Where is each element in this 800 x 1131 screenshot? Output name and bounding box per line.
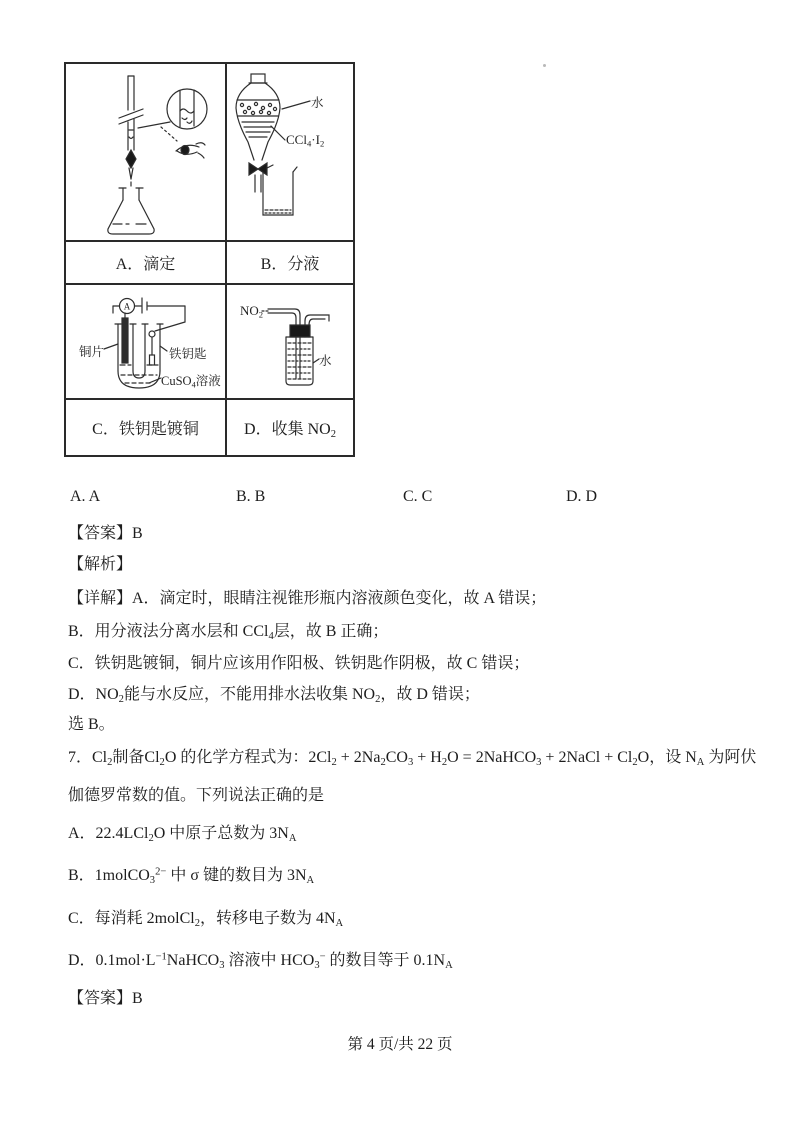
q6-option-b: B. B xyxy=(236,488,266,505)
gas-collection-diagram xyxy=(227,285,353,398)
iron-key-label: 铁钥匙 xyxy=(169,347,207,361)
q7-option-b: B．1molCO$_3^{2-}$ 中 σ 键的数目为 $3N_A$ xyxy=(68,866,315,886)
titration-diagram xyxy=(66,64,225,240)
table-cell-b-diagram xyxy=(227,64,353,242)
option-b-caption: B．分液 xyxy=(260,256,320,273)
separating-funnel-diagram xyxy=(227,64,353,240)
question-apparatus-table xyxy=(64,62,355,457)
q6-detail-line-a: 【详解】A．滴定时，眼睛注视锥形瓶内溶液颜色变化，故 A 错误； xyxy=(68,590,547,607)
option-d-caption: D．收集 $NO_2$ xyxy=(244,421,336,440)
q6-option-a: A. A xyxy=(70,488,101,505)
q6-detail-line-d: D．$NO_2$能与水反应，不能用排水法收集 $NO_2$，故 D 错误； xyxy=(68,686,480,705)
q6-option-d: D. D xyxy=(566,488,598,505)
q6-option-c: C. C xyxy=(403,488,433,505)
table-cell-d-label xyxy=(227,400,353,455)
q6-analysis-header: 【解析】 xyxy=(68,556,133,573)
q7-stem-line2: 伽德罗常数的值。下列说法正确的是 xyxy=(68,787,325,804)
no2-gas-label: $NO_2$ xyxy=(240,303,264,320)
q6-detail-conclusion: 选 B。 xyxy=(68,716,115,733)
option-c-caption: C．铁钥匙镀铜 xyxy=(92,421,199,438)
table-cell-b-label xyxy=(227,242,353,285)
ammeter-symbol: A xyxy=(123,301,131,312)
q6-detail-line-c: C．铁钥匙镀铜，铜片应该用作阳极、铁钥匙作阴极，故 C 错误； xyxy=(68,655,530,672)
scan-speck xyxy=(543,64,546,67)
table-cell-c-diagram xyxy=(66,285,227,400)
ccl4-i2-label: $CCl_4\cdot I_2$ xyxy=(286,132,325,149)
page-number-footer: 第 4 页/共 22 页 xyxy=(347,1036,453,1053)
cuso4-solution-label: CuSO$_4$溶液 xyxy=(161,374,221,390)
table-cell-d-diagram xyxy=(227,285,353,400)
q6-detail-line-b: B．用分液法分离水层和 CCl$_4$层，故 B 正确； xyxy=(68,623,389,642)
q7-option-d: D．$0.1mol\cdot L^{-1}NaHCO_3$ 溶液中 $HCO_3^-$ 的数目等于 $0.1N_A$ xyxy=(68,951,453,971)
table-cell-c-label xyxy=(66,400,227,455)
water-label: 水 xyxy=(311,96,324,110)
q7-stem-line1: 7．$Cl_2$制备$Cl_2O$ 的化学方程式为：$2Cl_2 + 2Na_2CO_3 + H_2O$ = 2NaHCO$_3$ + 2NaCl + $Cl_2O$，设 $N_A$ 为阿伏 xyxy=(68,749,757,768)
copper-piece-label: 铜片 xyxy=(79,345,105,359)
water-label-d: 水 xyxy=(319,354,332,368)
option-a-caption: A．滴定 xyxy=(115,256,176,273)
q7-answer: 【答案】B xyxy=(68,990,143,1007)
q7-option-c: C．每消耗 2molCl$_2$，转移电子数为 $4N_A$ xyxy=(68,910,344,929)
q6-answer: 【答案】B xyxy=(68,525,143,542)
table-cell-a-label xyxy=(66,242,227,285)
q7-option-a: A．22.4LCl$_2$O 中原子总数为 $3N_A$ xyxy=(68,825,297,844)
table-cell-a-diagram xyxy=(66,64,227,242)
